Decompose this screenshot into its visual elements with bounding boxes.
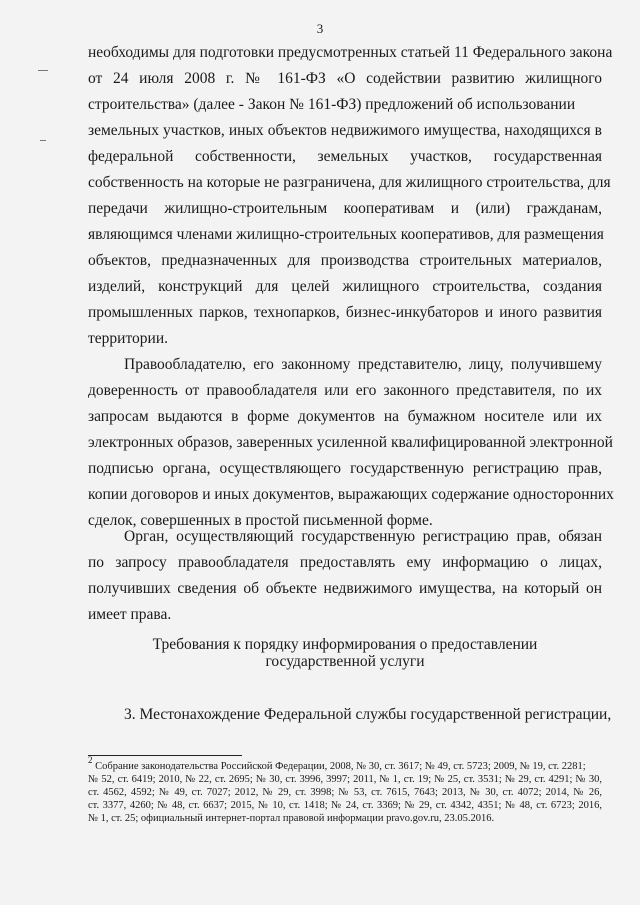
body-line: копии договоров и иных документов, выражающих содержание односторонних bbox=[88, 486, 614, 503]
body-line: промышленных парков, технопарков, бизнес-инкубаторов и иного развития bbox=[88, 304, 602, 321]
body-text: строительства» bbox=[88, 96, 190, 113]
body-line: подписью органа, осуществляющего государственную регистрацию прав, bbox=[88, 460, 602, 477]
footnote-line bbox=[88, 755, 602, 773]
footnote-marker: 2 bbox=[88, 755, 93, 765]
section-heading-line: государственной услуги bbox=[265, 653, 425, 670]
numbered-item-line: 3. Местонахождение Федеральной службы государственной регистрации, bbox=[124, 706, 612, 723]
body-line: электронных образов, заверенных усиленной квалифицированной электронной bbox=[88, 434, 613, 451]
body-line: федеральной собственности, земельных участков, государственная bbox=[88, 148, 602, 165]
body-line: Правообладателю, его законному представителю, лицу, получившему bbox=[124, 356, 602, 373]
body-line: земельных участков, иных объектов недвижимого имущества, находящихся в bbox=[88, 122, 602, 139]
body-line: получивших сведения об объекте недвижимого имущества, на который он bbox=[88, 580, 602, 597]
page-number: 3 bbox=[316, 21, 324, 36]
body-line: доверенность от правообладателя или его законного представителя, по их bbox=[88, 382, 602, 399]
section-heading-line: Требования к порядку информирования о предоставлении bbox=[152, 636, 538, 653]
body-line: Орган, осуществляющий государственную регистрацию прав, обязан bbox=[124, 528, 602, 545]
footnote-separator bbox=[88, 755, 242, 756]
body-line: территории. bbox=[88, 330, 168, 347]
body-text: (далее - Закон № 161-ФЗ) предложений об использовании bbox=[189, 96, 576, 113]
body-line: имеет права. bbox=[88, 606, 172, 623]
body-line: от 24 июля 2008 г. № 161-ФЗ «О содействии развитию жилищного bbox=[88, 70, 602, 87]
scan-mark bbox=[38, 70, 48, 71]
footnote-line: ст. 3377, 4260; № 48, ст. 6637; 2015, № 10, ст. 1418; № 24, ст. 3369; № 29, ст. 4342, 4351; № 48, ст. 6723; 2016, bbox=[88, 800, 602, 811]
footnote-line: № 52, ст. 6419; 2010, № 22, ст. 2695; № 30, ст. 3996, 3997; 2011, № 1, ст. 19; № 25, ст. 3531; № 29, ст. 4291; № 30, bbox=[88, 774, 602, 785]
body-line: изделий, конструкций для целей жилищного строительства, создания bbox=[88, 278, 602, 295]
body-line: являющимся членами жилищно-строительных кооперативов, для размещения bbox=[88, 226, 604, 243]
scan-mark bbox=[40, 140, 46, 141]
body-line: сделок, совершенных в простой письменной форме. bbox=[88, 512, 433, 529]
body-line: передачи жилищно-строительным кооперативам и (или) гражданам, bbox=[88, 200, 602, 217]
body-line: собственность на которые не разграничена, для жилищного строительства, для bbox=[88, 174, 611, 191]
footnote-line: ст. 4562, 4592; № 49, ст. 7027; 2012, № 29, ст. 3998; № 53, ст. 7615, 7643; 2013, № 30, ст. 4072; 2014, № 26, bbox=[88, 787, 602, 798]
body-line: запросам выдаются в форме документов на бумажном носителе или их bbox=[88, 408, 602, 425]
footnote-line: № 1, ст. 25; официальный интернет-портал правовой информации pravo.gov.ru, 23.05.2016. bbox=[88, 813, 495, 824]
body-line: необходимы для подготовки предусмотренных статьей 11 Федерального закона bbox=[88, 44, 613, 61]
body-line bbox=[88, 96, 602, 114]
body-line: по запросу правообладателя предоставлять ему информацию о лицах, bbox=[88, 554, 602, 571]
body-line: объектов, предназначенных для производства строительных материалов, bbox=[88, 252, 602, 269]
footnote-text: Собрание законодательства Российской Федерации, 2008, № 30, ст. 3617; № 49, ст. 5723; 2009, № 19, ст. 2281; bbox=[92, 761, 586, 772]
